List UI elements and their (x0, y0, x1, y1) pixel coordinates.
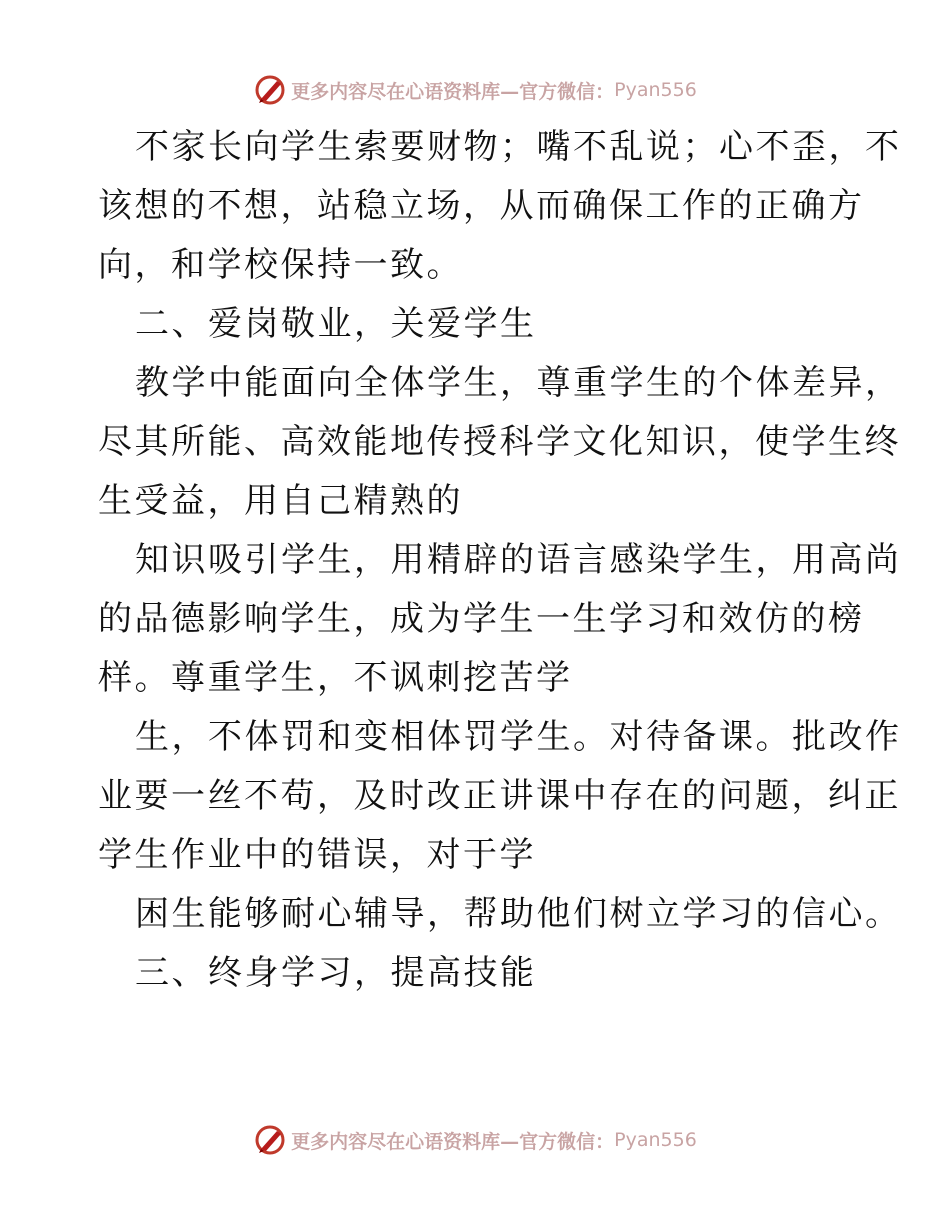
document-body (98, 118, 902, 1003)
paragraph-line: 不家长向学生索要财物；嘴不乱说；心不歪，不 (135, 127, 902, 167)
footer-watermark-banner (0, 1120, 950, 1160)
banner-wechat-id: Pyan556 (614, 79, 697, 101)
section-heading: 二、爱岗敬业，关爱学生 (135, 304, 537, 344)
paragraph-line: 教学中能面向全体学生，尊重学生的个体差异， (135, 363, 902, 403)
banner-wechat-id: Pyan556 (614, 1129, 697, 1151)
paragraph-line: 业要一丝不苟，及时改正讲课中存在的问题，纠正 (98, 776, 901, 816)
paragraph-line: 的品德影响学生，成为学生一生学习和效仿的榜 (98, 599, 865, 639)
banner-text: 更多内容尽在心语资料库—官方微信： (291, 80, 615, 103)
paragraph-line: 学生作业中的错误，对于学 (98, 835, 536, 875)
paragraph-line: 尽其所能、高效能地传授科学文化知识，使学生终 (98, 422, 901, 462)
paragraph-line: 生，不体罚和变相体罚学生。对待备课。批改作 (135, 717, 902, 757)
header-watermark-banner (0, 70, 950, 110)
pen-logo-icon (253, 1123, 287, 1157)
paragraph-line: 向，和学校保持一致。 (98, 245, 463, 285)
paragraph-line: 该想的不想，站稳立场，从而确保工作的正确方 (98, 186, 865, 226)
paragraph-line: 困生能够耐心辅导，帮助他们树立学习的信心。 (135, 894, 902, 934)
paragraph-line: 样。尊重学生，不讽刺挖苦学 (98, 658, 573, 698)
pen-logo-icon (253, 73, 287, 107)
paragraph-line: 生受益，用自己精熟的 (98, 481, 463, 521)
banner-text: 更多内容尽在心语资料库—官方微信： (291, 1130, 615, 1153)
section-heading: 三、终身学习，提高技能 (135, 953, 537, 993)
paragraph-line: 知识吸引学生，用精辟的语言感染学生，用高尚 (135, 540, 902, 580)
